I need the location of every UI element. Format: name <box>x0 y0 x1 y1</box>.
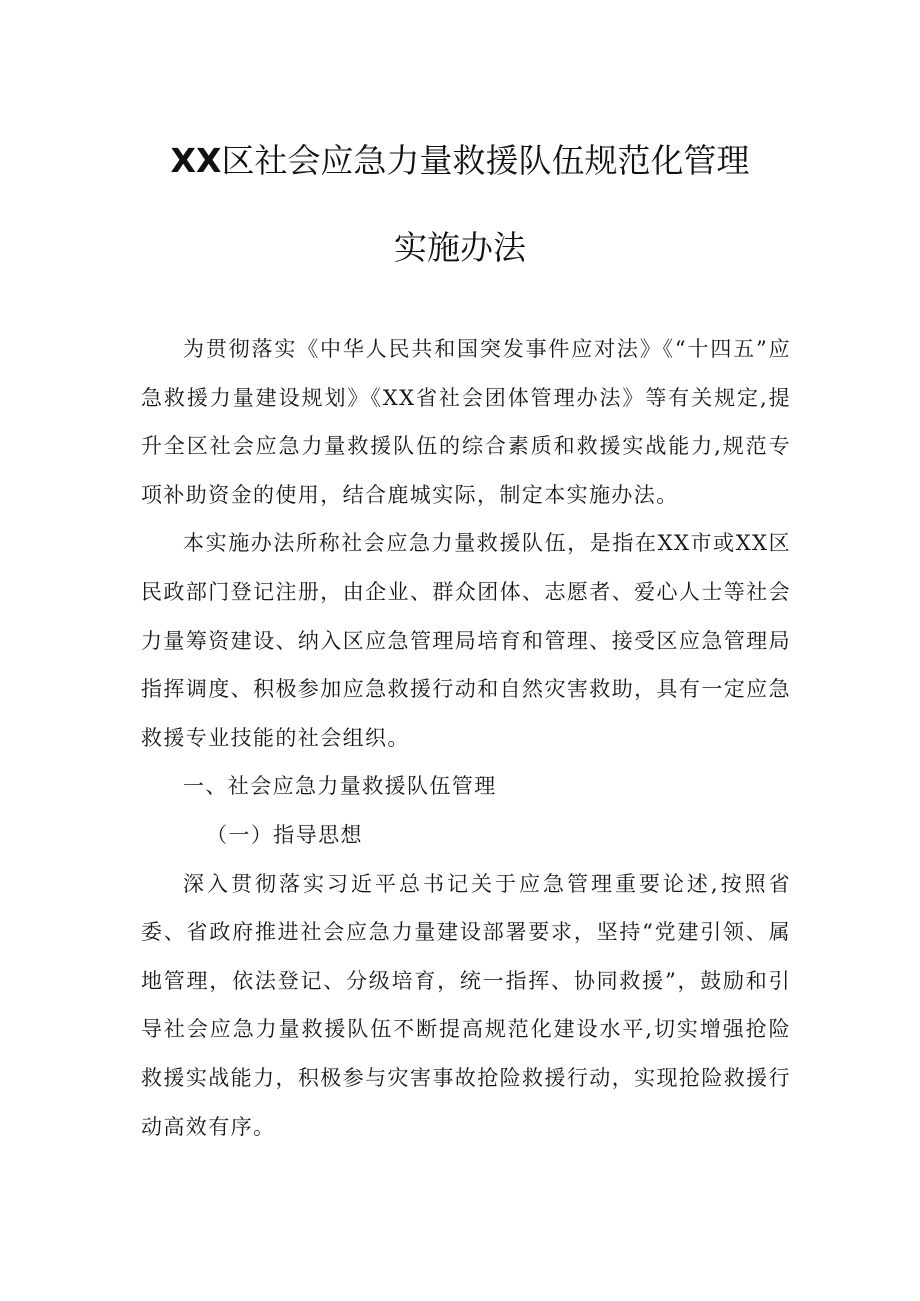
section-heading: 一、社会应急力量救援队伍管理 <box>183 774 497 799</box>
paragraph-definition: 本实施办法所称社会应急力量救援队伍，是指在XX市或XX区民政部门登记注册，由企业、群众团体、志愿者、爱心人士等社会力量筹资建设、纳入区应急管理局培育和管理、接受区应急管理局指挥调度、积极参加应急救援行动和自然灾害救助，具有一定应急救援专业技能的社会组织。 <box>141 531 791 750</box>
title-prefix: XX <box>170 141 222 180</box>
document-body <box>141 325 791 1151</box>
document-title-line-1 <box>0 141 920 181</box>
paragraph-guiding-ideology: 深入贯彻落实习近平总书记关于应急管理重要论述,按照省委、省政府推进社会应急力量建设部署要求，坚持“党建引领、属地管理，依法登记、分级培育，统一指挥、协同救援”，鼓励和引导社会应急力量救援队伍不断提高规范化建设水平,切实增强抢险救援实战能力，积极参与灾害事故抢险救援行动，实现抢险救援行动高效有序。 <box>141 871 791 1139</box>
paragraph-purpose: 为贯彻落实《中华人民共和国突发事件应对法》《“十四五”应急救援力量建设规划》《XX省社会团体管理办法》等有关规定,提升全区社会应急力量救援队伍的综合素质和救援实战能力,规范专项补助资金的使用，结合鹿城实际，制定本实施办法。 <box>141 337 791 507</box>
subsection-heading: （一）指导思想 <box>206 822 363 847</box>
document-title-line-2: 实施办法 <box>394 228 526 267</box>
title-main: 区社会应急力量救援队伍规范化管理 <box>221 141 750 180</box>
